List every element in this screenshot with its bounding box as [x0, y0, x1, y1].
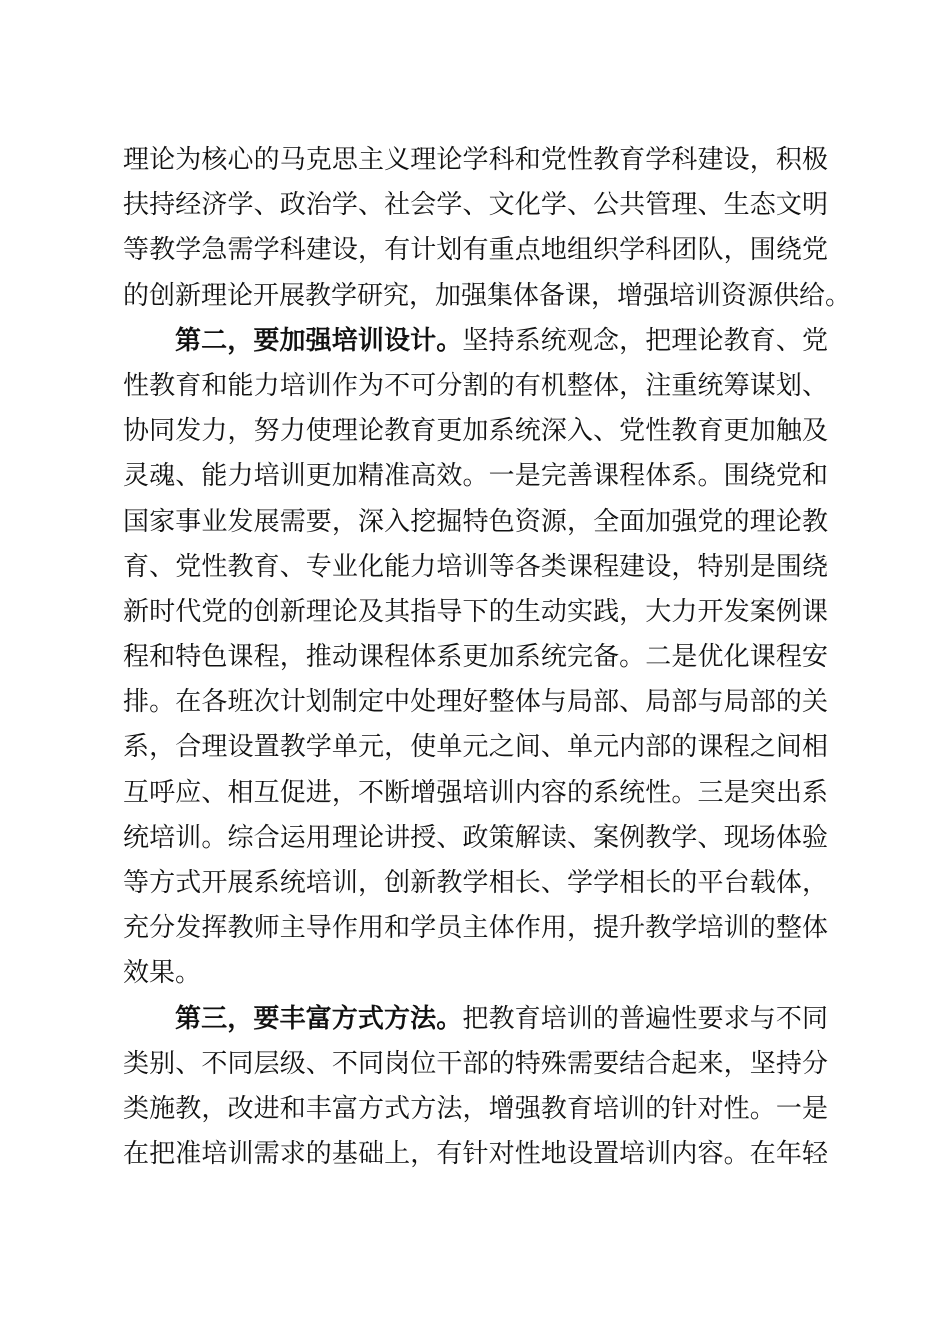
text-line: 灵魂、能力培训更加精准高效。一是完善课程体系。围绕党和 [123, 461, 828, 492]
text-line [123, 997, 828, 1042]
text-line: 程和特色课程，推动课程体系更加系统完备。二是优化课程安 [123, 642, 828, 673]
paragraph-2 [123, 319, 828, 997]
text-line: 排。在各班次计划制定中处理好整体与局部、局部与局部的关 [123, 687, 828, 718]
paragraph-1 [123, 138, 852, 319]
text-run: 把教育培训的普遍性要求与不同 [462, 1003, 828, 1034]
text-line: 系，合理设置教学单元，使单元之间、单元内部的课程之间相 [123, 732, 828, 763]
text-line: 协同发力，努力使理论教育更加系统深入、党性教育更加触及 [123, 416, 828, 447]
text-line: 育、党性教育、专业化能力培训等各类课程建设，特别是围绕 [123, 551, 828, 582]
document-body [123, 138, 852, 1177]
text-line: 新时代党的创新理论及其指导下的生动实践，大力开发案例课 [123, 596, 828, 627]
text-line: 类别、不同层级、不同岗位干部的特殊需要结合起来，坚持分 [123, 1048, 828, 1079]
text-line: 国家事业发展需要，深入挖掘特色资源，全面加强党的理论教 [123, 506, 828, 537]
text-line: 效果。 [123, 958, 202, 989]
paragraph-lead-heading: 第三，要丰富方式方法。 [175, 1003, 463, 1034]
text-line [123, 319, 828, 364]
text-line: 等教学急需学科建设，有计划有重点地组织学科团队，围绕党 [123, 235, 828, 266]
text-line: 类施教，改进和丰富方式方法，增强教育培训的针对性。一是 [123, 1093, 828, 1124]
text-line: 扶持经济学、政治学、社会学、文化学、公共管理、生态文明 [123, 190, 828, 221]
text-line: 在把准培训需求的基础上，有针对性地设置培训内容。在年轻 [123, 1139, 828, 1170]
paragraph-3 [123, 997, 828, 1178]
text-line: 统培训。综合运用理论讲授、政策解读、案例教学、现场体验 [123, 822, 828, 853]
text-line: 互呼应、相互促进，不断增强培训内容的系统性。三是突出系 [123, 777, 828, 808]
text-line: 充分发挥教师主导作用和学员主体作用，提升教学培训的整体 [123, 913, 828, 944]
text-line: 的创新理论开展教学研究，加强集体备课，增强培训资源供给。 [123, 280, 852, 311]
text-line: 性教育和能力培训作为不可分割的有机整体，注重统筹谋划、 [123, 370, 828, 401]
paragraph-lead-heading: 第二，要加强培训设计。 [175, 325, 463, 356]
text-line: 理论为核心的马克思主义理论学科和党性教育学科建设，积极 [123, 145, 828, 175]
text-line: 等方式开展系统培训，创新教学相长、学学相长的平台载体， [123, 868, 828, 898]
text-run: 坚持系统观念，把理论教育、党 [462, 325, 828, 356]
